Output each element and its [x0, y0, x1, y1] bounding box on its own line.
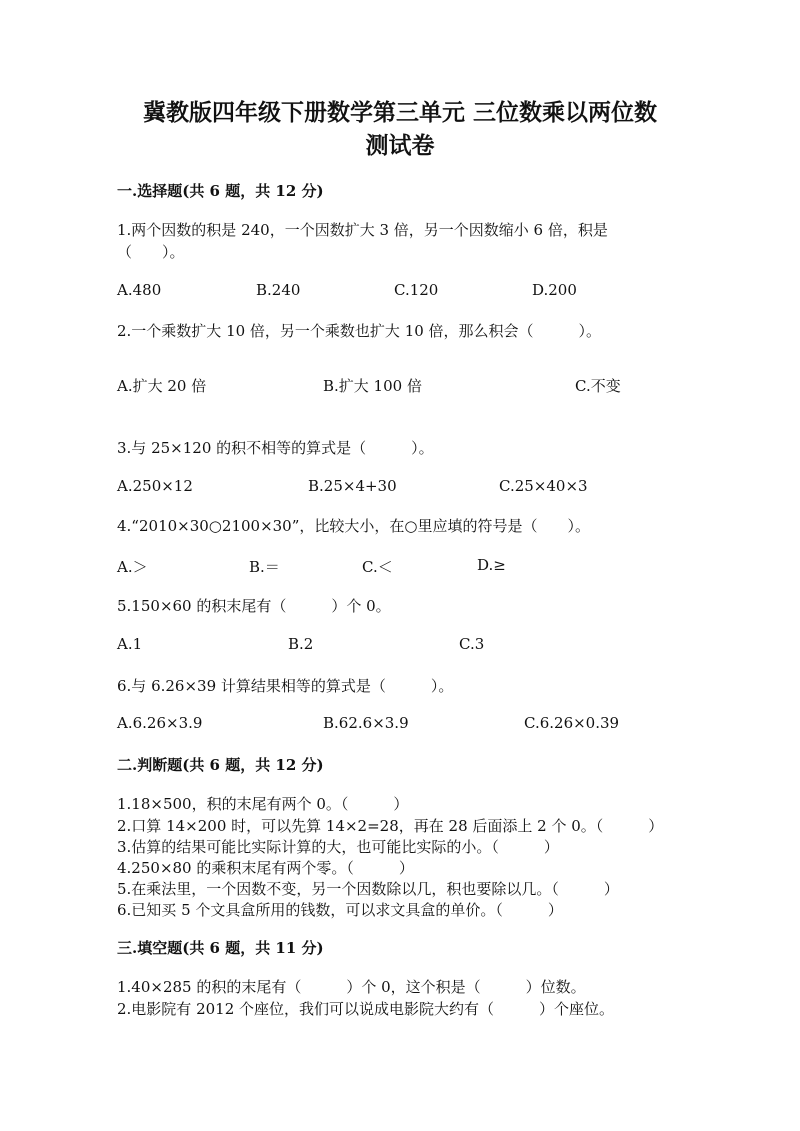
question-4-option-a: A.＞ — [117, 558, 148, 576]
question-4-stem: 4.“2010×30○2100×30”，比较大小，在○里应填的符号是（ ）。 — [117, 517, 590, 535]
question-3-option-a: A.250×12 — [117, 477, 193, 495]
section-heading-true-false: 二.判断题(共 6 题，共 12 分) — [117, 756, 324, 774]
true-false-item-6: 6.已知买 5 个文具盒所用的钱数，可以求文具盒的单价。（ ） — [117, 901, 563, 919]
true-false-item-3: 3.估算的结果可能比实际计算的大，也可能比实际的小。（ ） — [117, 838, 559, 856]
section-heading-choice: 一.选择题(共 6 题，共 12 分) — [117, 182, 324, 200]
section-heading-fill-in: 三.填空题(共 6 题，共 11 分) — [117, 939, 324, 957]
question-2-option-b: B.扩大 100 倍 — [323, 377, 422, 395]
fill-in-item-2: 2.电影院有 2012 个座位，我们可以说成电影院大约有（ ）个座位。 — [117, 1000, 615, 1018]
question-4-option-d: D.≥ — [477, 556, 506, 574]
question-3-option-c: C.25×40×3 — [499, 477, 588, 495]
question-6-option-b: B.62.6×3.9 — [323, 714, 409, 732]
question-3-option-b: B.25×4+30 — [308, 477, 397, 495]
question-5-option-a: A.1 — [117, 635, 143, 653]
true-false-item-2: 2.口算 14×200 时，可以先算 14×2=28，再在 28 后面添上 2 个 0。（ ） — [117, 817, 664, 835]
question-2-option-c: C.不变 — [575, 377, 621, 395]
question-1-option-a: A.480 — [117, 281, 162, 299]
true-false-item-4: 4.250×80 的乘积末尾有两个零。（ ） — [117, 859, 414, 877]
question-5-option-b: B.2 — [288, 635, 314, 653]
question-6-option-a: A.6.26×3.9 — [117, 714, 203, 732]
question-1-option-c: C.120 — [394, 281, 439, 299]
question-4-option-b: B.＝ — [249, 558, 280, 576]
question-5-stem: 5.150×60 的积末尾有（ ）个 0。 — [117, 597, 391, 615]
question-2-option-a: A.扩大 20 倍 — [117, 377, 207, 395]
question-2-stem: 2.一个乘数扩大 10 倍，另一个乘数也扩大 10 倍，那么积会（ ）。 — [117, 322, 602, 340]
question-3-stem: 3.与 25×120 的积不相等的算式是（ ）。 — [117, 439, 434, 457]
exam-title-line-1: 冀教版四年级下册数学第三单元 三位数乘以两位数 — [142, 99, 657, 126]
question-6-stem: 6.与 6.26×39 计算结果相等的算式是（ ）。 — [117, 677, 454, 695]
exam-title-line-2: 测试卷 — [365, 132, 435, 159]
question-5-option-c: C.3 — [459, 635, 485, 653]
question-1-stem-line-2: （ ）。 — [117, 243, 185, 261]
true-false-item-1: 1.18×500，积的末尾有两个 0。（ ） — [117, 795, 409, 813]
question-1-stem-line-1: 1.两个因数的积是 240，一个因数扩大 3 倍，另一个因数缩小 6 倍，积是 — [117, 221, 608, 239]
question-4-option-c: C.＜ — [362, 558, 393, 576]
fill-in-item-1: 1.40×285 的积的末尾有（ ）个 0，这个积是（ ）位数。 — [117, 978, 586, 996]
question-1-option-d: D.200 — [532, 281, 577, 299]
question-1-option-b: B.240 — [256, 281, 301, 299]
true-false-item-5: 5.在乘法里，一个因数不变，另一个因数除以几，积也要除以几。（ ） — [117, 880, 619, 898]
question-6-option-c: C.6.26×0.39 — [524, 714, 620, 732]
